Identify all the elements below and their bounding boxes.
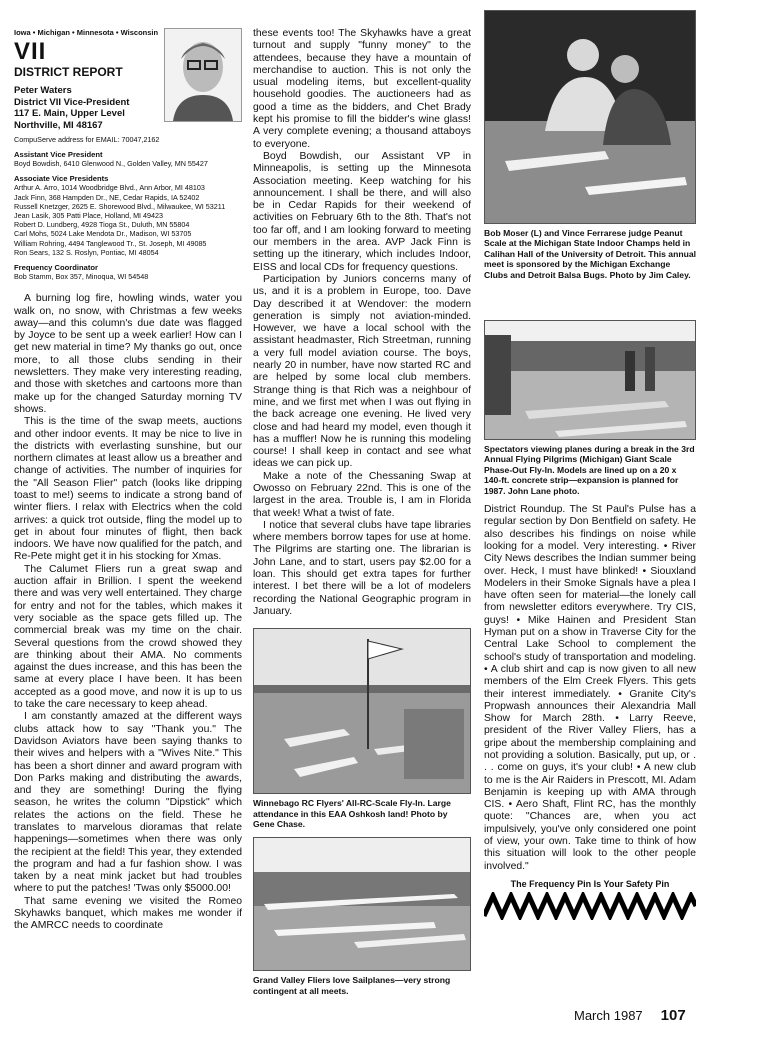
associate-vp-entry: William Rohring, 4494 Tanglewood Tr., St. Joseph, MI 49085 — [14, 238, 207, 248]
body-paragraph: District Roundup. The St Paul's Pulse has a regular section by Don Bentfield on safety. He also describes his findings on noise while looking for a model. Very interesting. • River City News describes the Indian summer being over. Heck, I must have blinked! • Siouxland Modelers in their Smoke Signals have a plea I have often seen for material—the lonely call from newsletter editors everywhere. Try CIS, guys! • Mike Hainen and President Stan Hyman put on a show in Traverse City for the Central Lake School to complement the school's study of transportation and modeling. • A club shirt and cap is now given to all new members of the Elm Creek Flyers. This gets their interest immediately. • Granite City's Propwash announces their Alexandria Mall Show for March 28th. • Larry Reeve, president of the River Valley Fliers, has a gripe about the membership complaining and not providing a solution. Basically, put up, or . . . come on guys, it's your club! • A new club to me is the Air Raiders in Prescott, MI. Adam Benjamin is keeping up with AMA through CIS. • Aero Shaft, Flint RC, has the monthly quote: "Chances are, when you act impulsively, you've only considered one point of view, your own. Take time to think of how this situation will look to the other people involved." — [484, 504, 696, 872]
body-paragraph: Make a note of the Chessaning Swap at Owosso on February 22nd. This is one of the largest in the area. Trouble is, I am in Florida that week! What a twist of fate. — [253, 470, 471, 519]
caption-peanut-scale: Bob Moser (L) and Vince Ferrarese judge Peanut Scale at the Michigan State Indoor Champs held in Calihan Hall of the University of Detroit. This annual meet is sponsored by the Michigan Exchange Clubs and Detroit Balsa Bugs. Photo by Jim Caley. — [484, 228, 697, 280]
issue-date: March 1987 — [574, 1008, 643, 1023]
body-paragraph: This is the time of the swap meets, auctions and other indoor events. It may be nice to live in the districts with everlasting sunshine, but our northern climates at least allow us a breather and change of activities. The number of inquiries for the "All Season Flier" patch (looks like dripping toast to me!) seems to indicate a strong band of winter fliers. I relax with Electrics when the cold arrives: a quick trot outside, fling the model up to get in about four minutes of flight, then back indoors. We have now qualified for the patch, and Re-Pete might get it in his stocking for Xmas. — [14, 416, 242, 563]
body-paragraph: I notice that several clubs have tape libraries where members borrow tapes for use at home. The Pilgrims are starting one. The librarian is John Lane, and to start, users pay $2.00 for a loan. This should get extra tapes for further interest. I bet there will be a lot of modelers recording the National Geographic program in January. — [253, 519, 471, 617]
vp-block — [14, 85, 158, 131]
body-paragraph: That same evening we visited the Romeo Skyhawks banquet, which makes me wonder if the AMRCC needs to coordinate — [14, 895, 242, 932]
freq-coordinator-heading: Frequency Coordinator — [14, 263, 98, 273]
page-footer — [574, 1007, 686, 1024]
associate-vp-entry: Carl Mohs, 5024 Lake Mendota Dr., Madison, WI 53705 — [14, 229, 192, 239]
body-paragraph: I am constantly amazed at the different ways clubs attack how to say "Thank you." The Davidson Aviators have been saying thanks to their wives and helpers with a "Wives Nite." This has been a short dinner and award program with Don Parks making and distributing the awards, and they are something! During the flying season, he writes the column "Dipstick" which relates the actions on the field. These he translates to marvelous dioramas that relate happenings—sometimes when there was only the recipient at the field! This year, they extended the program and had a fur fashion show. I was taken by a neat mink jacket but had troubles where to put the patches! 'Twas only $5000.00! — [14, 711, 242, 895]
district-report-title: DISTRICT REPORT — [14, 65, 123, 79]
vp-address2: Northville, MI 48167 — [14, 119, 103, 131]
caption-winnebago: Winnebago RC Flyers' All-RC-Scale Fly-In. Large attendance in this EAA Oshkosh land! Photo by Gene Chase. — [253, 798, 451, 830]
associate-vp-list — [14, 183, 242, 257]
vp-title: District VII Vice-President — [14, 96, 130, 108]
zigzag-pin-graphic — [484, 892, 696, 925]
photo-flying-pilgrims — [484, 320, 696, 440]
associate-vp-entry: Jack Finn, 368 Hampden Dr., NE, Cedar Rapids, IA 52402 — [14, 192, 200, 202]
caption-flying-pilgrims: Spectators viewing planes during a break in the 3rd Annual Flying Pilgrims (Michigan) Giant Scale Phase-Out Fly-In. Models are lined up on a 20 x 140-ft. concrete strip—expansion is planned for 1987. John Lane photo. — [484, 444, 695, 496]
associate-vp-heading: Associate Vice Presidents — [14, 174, 109, 184]
associate-vp-entry: Arthur A. Arro, 1014 Woodbridge Blvd., Ann Arbor, MI 48103 — [14, 183, 205, 193]
district-number: VII — [14, 38, 47, 65]
column-left — [14, 28, 242, 933]
associate-vp-entry: Robert D. Lundberg, 4928 Tioga St., Duluth, MN 55804 — [14, 220, 190, 230]
caption-grand-valley: Grand Valley Fliers love Sailplanes—very strong contingent at all meets. — [253, 975, 451, 996]
portrait-photo — [164, 28, 242, 122]
photo-peanut-scale-judges — [484, 10, 696, 224]
associate-vp-entry: Jean Lasik, 305 Patti Place, Holland, MI 49423 — [14, 211, 164, 221]
assistant-vp-heading: Assistant Vice President — [14, 150, 103, 160]
associate-vp-entry: Russell Knetzger, 2625 E. Shorewood Blvd., Milwaukee, WI 53211 — [14, 201, 226, 211]
states-list: Iowa • Michigan • Minnesota • Wisconsin — [14, 28, 159, 37]
column-right — [484, 10, 696, 925]
freq-coordinator-entry: Bob Stamm, Box 357, Minoqua, WI 54548 — [14, 272, 149, 282]
vp-address1: 117 E. Main, Upper Level — [14, 108, 125, 119]
body-paragraph: these events too! The Skyhawks have a great turnout and supply "funny money" to the attendees, because they have a mountain of merchandise to auction. This is not only the usual modeling items, but excellent-quality household goodies. The auctioneers had as good a time as the bidders, and Chet Brady kept his promise to fill the bidder's wine glass! A very complete evening; a thousand attaboys to everyone. — [253, 28, 471, 150]
photo-grand-valley-sailplanes — [253, 837, 471, 971]
assistant-vp-entry: Boyd Bowdish, 6410 Glenwood N., Golden Valley, MN 55427 — [14, 159, 208, 169]
photo-winnebago-flyin — [253, 628, 471, 794]
body-paragraph: Boyd Bowdish, our Assistant VP in Minneapolis, is setting up the Minnesota Association meeting. Keep watching for his announcement. I shall be there, and will also be in Cedar Rapids for their weekend of activities on February 6th to the 8th. That's not too far off, and I am looking forward to meeting our members in the area. AVP Jack Finn is setting up the itinerary, which includes Indoor, EISS and local CDs for frequency questions. — [253, 150, 471, 273]
associate-vp-entry: Ron Sears, 132 S. Roslyn, Pontiac, MI 48054 — [14, 247, 159, 257]
body-paragraph: The Calumet Fliers run a great swap and auction affair in Brillion. I spent the weekend there and was very well entertained. They charge for entry and not for the tables, which makes it very sociable as the space gets filled up. The commercial break was my time on the chair. Several questions from the crowd showed they are thinking about their AMA. No comments against the dues increase, and this has been the same at every place I have been. It has been accepted as a good move, and now it is up to us to take the care necessary to keep ahead. — [14, 563, 242, 711]
district-header — [14, 28, 242, 131]
vp-email: CompuServe address for EMAIL: 70047,2162 — [14, 135, 160, 144]
frequency-pin-heading: The Frequency Pin Is Your Safety Pin — [510, 878, 670, 889]
column-middle — [253, 28, 471, 1004]
page-number: 107 — [660, 1007, 686, 1024]
body-paragraph: Participation by Juniors concerns many of us, and it is a problem in Europe, too. Dave Day described it at Wendover: the modern generation is simply not aviation-minded. However, we have a local school with the assistant headmaster, Rich Streetman, running a very full model aviation course. The boys, nearly 20 in number, have now started RC and are helped by some local club members. Strange thing is that Rich was a neighbour of mine, and we first met when I was out flying in the back acreage one evening. He lived very close and had heard my model, even though it has a muffler! Now he is running this modeling course! I shall keep in contact and see what ideas we can pick up. — [253, 273, 471, 470]
vp-name: Peter Waters — [14, 85, 72, 96]
body-paragraph: A burning log fire, howling winds, water you walk on, no snow, with Christmas a few weeks away—and this column's due date was flagged by Joyce to be sent up a week earlier! How can I get new material in time? My thanks go out, once more, to all those clubs sending in their newsletters. They make very interesting reading, and those with sketches and cartoons more than make up for the changed Saturday morning TV shows. — [14, 293, 242, 415]
